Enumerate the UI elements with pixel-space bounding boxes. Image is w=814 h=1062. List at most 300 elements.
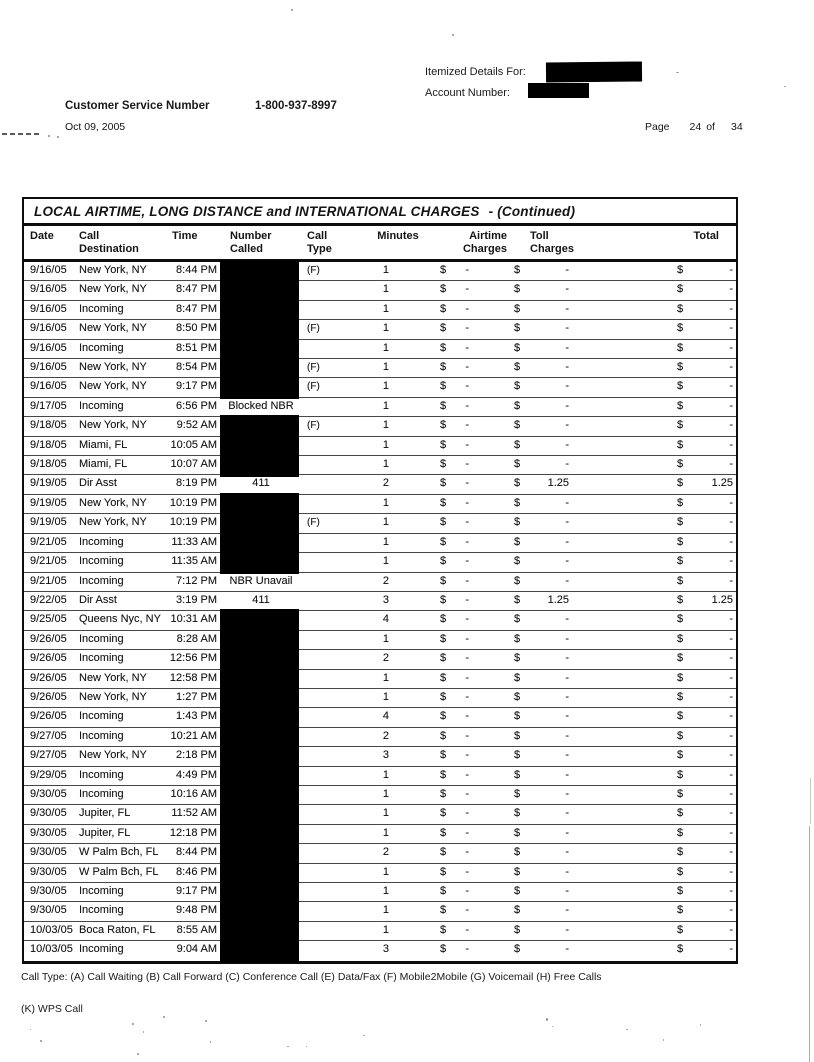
toll-value: - <box>565 613 569 626</box>
cell-destination: Boca Raton, FL <box>79 923 156 936</box>
cell-total <box>646 883 736 901</box>
cell-spacer <box>597 359 646 377</box>
cell-time: 10:07 AM <box>170 458 217 471</box>
total-value: - <box>729 865 733 878</box>
cell-toll-charges <box>474 437 597 455</box>
currency-symbol: $ <box>677 555 684 568</box>
cell-date: 9/19/05 <box>30 477 67 490</box>
total-value: - <box>729 535 733 548</box>
cell-date: 9/21/05 <box>30 535 67 548</box>
cell-number-called <box>220 301 302 319</box>
toll-value: - <box>565 671 569 684</box>
scan-speck <box>676 72 679 73</box>
cell-time: 7:12 PM <box>176 574 217 587</box>
airtime-value: - <box>465 826 469 839</box>
cell-airtime-charges <box>392 417 474 435</box>
call-type-legend-line2: (K) WPS Call <box>21 1003 83 1015</box>
currency-symbol: $ <box>514 419 521 432</box>
cell-airtime-charges <box>392 650 474 668</box>
cell-destination: New York, NY <box>79 264 147 276</box>
cell-date: 9/27/05 <box>30 749 67 762</box>
cell-number-called <box>220 902 302 920</box>
scan-speck <box>700 1024 701 1026</box>
cell-airtime-charges <box>392 941 474 960</box>
cell-call-type <box>302 631 352 649</box>
cell-minutes: 1 <box>382 865 389 878</box>
total-value: - <box>729 787 733 800</box>
cell-number-called: 411 <box>252 593 270 606</box>
cell-date: 9/26/05 <box>30 690 67 703</box>
cell-time: 10:16 AM <box>170 787 217 800</box>
cell-time: 10:31 AM <box>170 613 217 626</box>
cell-call-type <box>302 281 352 299</box>
cell-time: 11:33 AM <box>171 535 217 548</box>
cell-number-called <box>220 611 302 629</box>
cell-minutes: 1 <box>382 555 389 568</box>
cell-number-called <box>220 495 302 513</box>
cell-total <box>646 592 736 610</box>
cell-total <box>646 844 736 862</box>
cell-date: 9/16/05 <box>30 322 67 335</box>
currency-symbol: $ <box>440 535 447 548</box>
toll-value: - <box>565 729 569 742</box>
scan-speck <box>30 1029 31 1030</box>
airtime-value: - <box>465 671 469 684</box>
cell-number-called <box>220 456 302 474</box>
airtime-value: - <box>465 555 469 568</box>
total-value: - <box>729 419 733 432</box>
currency-symbol: $ <box>677 807 684 820</box>
cell-toll-charges <box>474 456 597 474</box>
page-total: 34 <box>730 121 743 133</box>
cell-time: 12:18 PM <box>169 826 217 839</box>
total-value: - <box>729 341 733 354</box>
cell-number-called <box>220 514 302 532</box>
table-row <box>24 708 736 727</box>
cell-date: 9/18/05 <box>30 419 67 432</box>
cell-time: 1:43 PM <box>176 710 217 723</box>
cell-spacer <box>597 941 646 960</box>
cell-number-called: NBR Unavail <box>229 574 293 587</box>
cell-destination: Incoming <box>79 710 124 723</box>
airtime-value: - <box>465 302 469 315</box>
cell-destination: Incoming <box>79 341 124 354</box>
table-row <box>24 825 736 844</box>
cell-date: 9/30/05 <box>30 826 67 839</box>
cell-toll-charges <box>474 417 597 435</box>
cell-destination: New York, NY <box>79 671 147 684</box>
cell-airtime-charges <box>392 359 474 377</box>
toll-value: - <box>565 923 569 936</box>
cell-call-type <box>302 747 352 765</box>
cell-total <box>646 864 736 882</box>
cell-number-called: 411 <box>252 477 270 490</box>
cell-toll-charges <box>474 262 597 280</box>
total-value: - <box>729 690 733 703</box>
cell-airtime-charges <box>392 689 474 707</box>
currency-symbol: $ <box>440 652 447 665</box>
currency-symbol: $ <box>514 904 521 917</box>
cell-call-type: (F) <box>307 381 320 393</box>
cell-date: 9/19/05 <box>30 496 67 509</box>
scan-speck <box>663 1039 664 1041</box>
currency-symbol: $ <box>440 555 447 568</box>
cell-airtime-charges <box>392 902 474 920</box>
currency-symbol: $ <box>677 264 684 276</box>
currency-symbol: $ <box>677 399 684 412</box>
cell-destination: Incoming <box>79 574 124 587</box>
currency-symbol: $ <box>440 690 447 703</box>
cell-spacer <box>597 495 646 513</box>
cell-date: 9/16/05 <box>30 264 67 276</box>
scan-speck <box>143 1031 144 1033</box>
toll-value: - <box>565 807 569 820</box>
cell-total <box>646 650 736 668</box>
currency-symbol: $ <box>440 419 447 432</box>
airtime-value: - <box>465 516 469 529</box>
currency-symbol: $ <box>514 361 521 374</box>
total-value: - <box>729 826 733 839</box>
scan-speck <box>57 136 59 138</box>
cell-time: 8:47 PM <box>176 302 217 315</box>
charges-table <box>22 197 738 964</box>
cell-total <box>646 631 736 649</box>
cell-call-type <box>302 844 352 862</box>
scan-speck <box>48 135 50 137</box>
cell-minutes: 1 <box>382 361 389 374</box>
cell-number-called <box>220 670 302 688</box>
col-header-call-type: Call Type <box>307 230 332 255</box>
total-value: - <box>729 671 733 684</box>
currency-symbol: $ <box>440 671 447 684</box>
cell-time: 10:21 AM <box>170 729 217 742</box>
table-row <box>24 767 736 786</box>
total-value: - <box>729 574 733 587</box>
airtime-value: - <box>465 846 469 859</box>
cell-number-called <box>220 786 302 804</box>
cell-airtime-charges <box>392 378 474 396</box>
total-value: - <box>729 613 733 626</box>
currency-symbol: $ <box>514 885 521 897</box>
cell-toll-charges <box>474 553 597 571</box>
cell-destination: Incoming <box>79 787 124 800</box>
cell-time: 8:44 PM <box>176 264 217 276</box>
currency-symbol: $ <box>440 768 447 781</box>
total-value: - <box>729 380 733 393</box>
currency-symbol: $ <box>677 496 684 509</box>
cell-time: 6:56 PM <box>176 399 217 412</box>
currency-symbol: $ <box>514 768 521 781</box>
airtime-value: - <box>465 322 469 335</box>
toll-value: - <box>565 399 569 412</box>
currency-symbol: $ <box>514 923 521 936</box>
airtime-value: - <box>465 593 469 606</box>
table-row <box>24 437 736 456</box>
currency-symbol: $ <box>677 593 684 606</box>
airtime-value: - <box>465 613 469 626</box>
cell-airtime-charges <box>392 340 474 358</box>
currency-symbol: $ <box>440 341 447 354</box>
currency-symbol: $ <box>677 574 684 587</box>
currency-symbol: $ <box>514 341 521 354</box>
currency-symbol: $ <box>514 690 521 703</box>
cell-number-called <box>220 708 302 726</box>
cell-minutes: 2 <box>382 729 389 742</box>
currency-symbol: $ <box>514 496 521 509</box>
cell-time: 3:19 PM <box>176 593 217 606</box>
airtime-value: - <box>465 438 469 451</box>
airtime-value: - <box>465 341 469 354</box>
cell-number-called <box>220 534 302 552</box>
toll-value: - <box>565 885 569 897</box>
airtime-value: - <box>465 710 469 723</box>
cell-spacer <box>597 301 646 319</box>
cell-spacer <box>597 320 646 338</box>
airtime-value: - <box>465 787 469 800</box>
page-label: Page <box>645 121 670 133</box>
cell-time: 8:28 AM <box>176 632 217 645</box>
currency-symbol: $ <box>440 632 447 645</box>
cell-toll-charges <box>474 883 597 901</box>
cell-date: 9/30/05 <box>30 865 67 878</box>
cell-airtime-charges <box>392 767 474 785</box>
cell-date: 10/03/05 <box>30 923 73 936</box>
cell-number-called: Blocked NBR <box>228 399 294 412</box>
cell-airtime-charges <box>392 805 474 823</box>
col-header-date: Date <box>30 230 54 242</box>
call-type-legend-line1: Call Type: (A) Call Waiting (B) Call Forward (C) Conference Call (E) Data/Fax (F) Mobile2Mobile (G) Voicemail (H) Free Calls <box>21 971 602 983</box>
cell-spacer <box>597 708 646 726</box>
cell-total <box>646 437 736 455</box>
currency-symbol: $ <box>677 477 684 490</box>
currency-symbol: $ <box>677 613 684 626</box>
toll-value: - <box>565 438 569 451</box>
cell-call-type <box>302 941 352 960</box>
cell-airtime-charges <box>392 437 474 455</box>
table-row <box>24 864 736 883</box>
total-value: 1.25 <box>711 593 733 606</box>
toll-value: - <box>565 516 569 529</box>
cell-toll-charges <box>474 495 597 513</box>
cell-call-type: (F) <box>307 362 320 374</box>
cell-call-type <box>302 592 352 610</box>
cell-spacer <box>597 650 646 668</box>
currency-symbol: $ <box>677 438 684 451</box>
currency-symbol: $ <box>514 574 521 587</box>
currency-symbol: $ <box>514 399 521 412</box>
cell-minutes: 4 <box>382 613 389 626</box>
airtime-value: - <box>465 477 469 490</box>
cell-destination: New York, NY <box>79 749 147 762</box>
cell-total <box>646 553 736 571</box>
table-title <box>24 199 736 226</box>
cell-spacer <box>597 689 646 707</box>
currency-symbol: $ <box>440 496 447 509</box>
currency-symbol: $ <box>440 361 447 374</box>
total-value: - <box>729 729 733 742</box>
total-value: - <box>729 923 733 936</box>
cell-minutes: 1 <box>382 923 389 936</box>
table-row <box>24 883 736 902</box>
cell-date: 9/30/05 <box>30 787 67 800</box>
cell-airtime-charges <box>392 573 474 591</box>
cell-toll-charges <box>474 320 597 338</box>
cell-airtime-charges <box>392 534 474 552</box>
col-header-minutes: Minutes <box>377 230 419 242</box>
toll-value: - <box>565 652 569 665</box>
cell-call-type <box>302 728 352 746</box>
cell-number-called <box>220 417 302 435</box>
toll-value: - <box>565 865 569 878</box>
cell-number-called <box>220 922 302 940</box>
cell-airtime-charges <box>392 301 474 319</box>
currency-symbol: $ <box>440 264 447 276</box>
cell-destination: Jupiter, FL <box>79 807 131 820</box>
cell-toll-charges <box>474 611 597 629</box>
scan-speck <box>626 1029 628 1030</box>
table-row <box>24 922 736 941</box>
currency-symbol: $ <box>677 516 684 529</box>
cell-toll-charges <box>474 689 597 707</box>
airtime-value: - <box>465 768 469 781</box>
table-body <box>24 262 736 961</box>
cell-destination: Jupiter, FL <box>79 826 131 839</box>
cell-destination: New York, NY <box>79 361 147 374</box>
cell-toll-charges <box>474 475 597 493</box>
airtime-value: - <box>465 380 469 393</box>
cell-date: 9/30/05 <box>30 904 67 917</box>
currency-symbol: $ <box>514 943 521 956</box>
col-header-toll-charges: Toll Charges <box>530 230 575 255</box>
currency-symbol: $ <box>677 283 684 296</box>
cell-time: 9:52 AM <box>176 419 217 432</box>
table-row <box>24 650 736 669</box>
col-header-time: Time <box>172 230 198 242</box>
cell-date: 9/21/05 <box>30 555 67 568</box>
scan-speck <box>452 34 454 36</box>
cell-time: 11:52 AM <box>171 807 217 820</box>
cell-time: 11:35 AM <box>171 555 217 568</box>
account-number-label: Account Number: <box>425 87 510 99</box>
currency-symbol: $ <box>440 904 447 917</box>
toll-value: - <box>565 302 569 315</box>
cell-call-type <box>302 301 352 319</box>
cell-destination: Incoming <box>79 885 124 897</box>
cell-minutes: 1 <box>382 885 389 897</box>
cell-total <box>646 378 736 396</box>
currency-symbol: $ <box>440 943 447 956</box>
cell-total <box>646 922 736 940</box>
cell-destination: Miami, FL <box>79 458 128 471</box>
cell-call-type <box>302 456 352 474</box>
cell-minutes: 1 <box>382 807 389 820</box>
cell-date: 9/21/05 <box>30 574 67 587</box>
toll-value: - <box>565 826 569 839</box>
airtime-value: - <box>465 283 469 296</box>
table-row <box>24 902 736 921</box>
cell-spacer <box>597 514 646 532</box>
total-value: - <box>729 768 733 781</box>
cell-destination: Incoming <box>79 555 124 568</box>
customer-service-number: 1-800-937-8997 <box>255 100 337 112</box>
cell-airtime-charges <box>392 631 474 649</box>
cell-time: 8:55 AM <box>176 923 217 936</box>
scan-speck <box>210 1041 211 1043</box>
cell-call-type <box>302 340 352 358</box>
cell-call-type: (F) <box>307 517 320 529</box>
airtime-value: - <box>465 807 469 820</box>
scan-speck <box>784 86 786 87</box>
table-row <box>24 670 736 689</box>
cell-time: 8:50 PM <box>176 322 217 335</box>
cell-total <box>646 514 736 532</box>
currency-symbol: $ <box>440 399 447 412</box>
cell-toll-charges <box>474 631 597 649</box>
cell-destination: Incoming <box>79 729 124 742</box>
currency-symbol: $ <box>514 322 521 335</box>
airtime-value: - <box>465 904 469 917</box>
airtime-value: - <box>465 632 469 645</box>
table-row <box>24 340 736 359</box>
cell-toll-charges <box>474 728 597 746</box>
table-row <box>24 611 736 630</box>
cell-call-type <box>302 689 352 707</box>
scan-speck <box>132 1023 134 1025</box>
total-value: - <box>729 807 733 820</box>
cell-spacer <box>597 883 646 901</box>
currency-symbol: $ <box>677 865 684 878</box>
total-value: - <box>729 264 733 276</box>
cell-airtime-charges <box>392 475 474 493</box>
table-row <box>24 728 736 747</box>
cell-minutes: 1 <box>382 768 389 781</box>
cell-time: 12:56 PM <box>169 652 217 665</box>
cell-total <box>646 670 736 688</box>
cell-time: 12:58 PM <box>169 671 217 684</box>
currency-symbol: $ <box>514 846 521 859</box>
cell-date: 9/27/05 <box>30 729 67 742</box>
cell-date: 9/26/05 <box>30 710 67 723</box>
cell-call-type <box>302 805 352 823</box>
cell-minutes: 1 <box>382 458 389 471</box>
cell-toll-charges <box>474 825 597 843</box>
cell-destination: Incoming <box>79 632 124 645</box>
cell-toll-charges <box>474 281 597 299</box>
cell-spacer <box>597 417 646 435</box>
currency-symbol: $ <box>440 438 447 451</box>
cell-number-called <box>220 553 302 571</box>
cell-spacer <box>597 922 646 940</box>
cell-time: 8:44 PM <box>176 846 217 859</box>
currency-symbol: $ <box>440 574 447 587</box>
airtime-value: - <box>465 574 469 587</box>
scan-artifact-dash <box>2 133 40 135</box>
currency-symbol: $ <box>677 419 684 432</box>
total-value: - <box>729 652 733 665</box>
cell-toll-charges <box>474 534 597 552</box>
total-value: - <box>729 749 733 762</box>
cell-number-called <box>220 883 302 901</box>
airtime-value: - <box>465 885 469 897</box>
cell-spacer <box>597 592 646 610</box>
cell-minutes: 1 <box>382 341 389 354</box>
cell-toll-charges <box>474 514 597 532</box>
currency-symbol: $ <box>677 904 684 917</box>
cell-destination: New York, NY <box>79 690 147 703</box>
cell-airtime-charges <box>392 398 474 416</box>
currency-symbol: $ <box>677 943 684 956</box>
cell-airtime-charges <box>392 611 474 629</box>
